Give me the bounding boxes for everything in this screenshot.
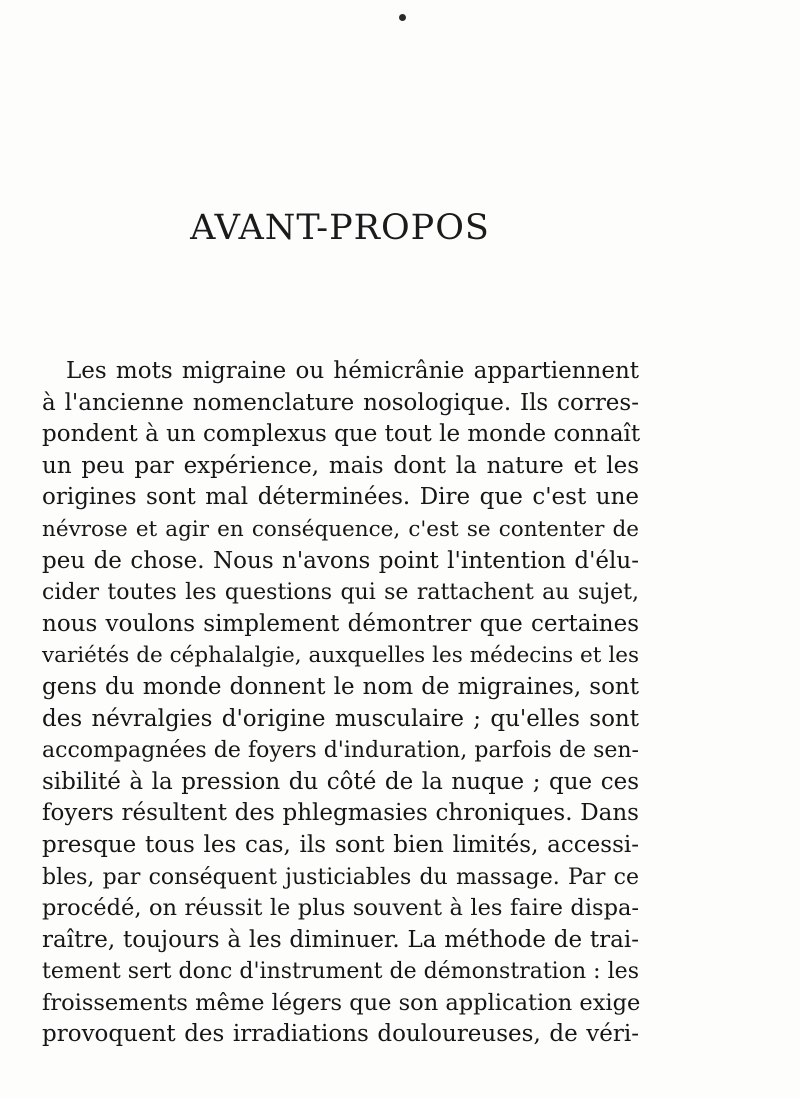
text-line: peu de chose. Nous n'avons point l'intention d'élu-	[42, 547, 639, 574]
text-line: bles, par conséquent justiciables du massage. Par ce	[42, 864, 639, 890]
text-line: névrose et agir en conséquence, c'est se contenter de	[42, 516, 639, 542]
ink-speck	[399, 14, 406, 21]
text-line: origines sont mal déterminées. Dire que c'est une	[42, 484, 639, 511]
text-line: presque tous les cas, ils sont bien limités, accessi-	[42, 831, 639, 858]
text-line: pondent à un complexus que tout le monde connaît	[42, 421, 641, 448]
text-line: à l'ancienne nomenclature nosologique. Ils corres-	[42, 389, 639, 416]
text-line: gens du monde donnent le nom de migraines, sont	[42, 673, 639, 700]
text-line: nous voulons simplement démontrer que certaines	[42, 610, 639, 637]
text-line: des névralgies d'origine musculaire ; qu'elles sont	[42, 705, 639, 732]
text-line: cider toutes les questions qui se rattachent au sujet,	[42, 580, 639, 606]
text-line: provoquent des irradiations douloureuses, de véri-	[42, 1021, 639, 1048]
text-line: sibilité à la pression du côté de la nuque ; que ces	[42, 768, 639, 795]
text-line: Les mots migraine ou hémicrânie appartiennent	[66, 358, 639, 384]
chapter-heading: AVANT-PROPOS	[190, 208, 490, 248]
text-line: variétés de céphalalgie, auxquelles les médecins et les	[42, 643, 639, 669]
text-line: un peu par expérience, mais dont la nature et les	[42, 452, 639, 479]
text-line: raître, toujours à les diminuer. La méthode de trai-	[42, 926, 639, 953]
text-line: tement sert donc d'instrument de démonstration : les	[42, 959, 639, 985]
text-line: froissements même légers que son application exige	[42, 989, 641, 1016]
text-line: accompagnées de foyers d'induration, parfois de sen-	[42, 738, 639, 764]
body-paragraph	[42, 356, 639, 1051]
text-line: procédé, on réussit le plus souvent à les faire dispa-	[42, 895, 639, 922]
text-line: foyers résultent des phlegmasies chroniques. Dans	[42, 800, 639, 827]
